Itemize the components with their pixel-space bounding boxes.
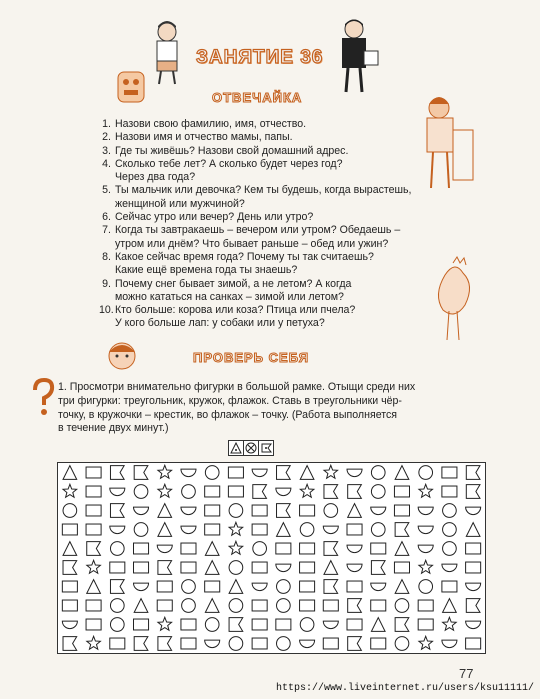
half-circle-figure[interactable] <box>252 583 267 591</box>
question-line <box>99 224 429 237</box>
question-line <box>99 264 429 277</box>
circle-figure[interactable] <box>395 637 409 651</box>
half-circle-figure[interactable] <box>205 640 220 648</box>
half-circle-figure[interactable] <box>466 583 481 591</box>
circle-figure[interactable] <box>110 618 124 632</box>
star-figure[interactable] <box>87 560 101 573</box>
circle-figure[interactable] <box>229 637 243 651</box>
square-figure[interactable] <box>228 486 243 497</box>
question-number: 9. <box>102 277 111 290</box>
circle-figure[interactable] <box>110 542 124 556</box>
square-figure[interactable] <box>252 505 267 516</box>
flag-figure[interactable] <box>466 485 480 499</box>
square-figure[interactable] <box>442 467 457 478</box>
star-figure[interactable] <box>158 617 172 630</box>
triangle-figure[interactable] <box>443 599 457 613</box>
half-circle-figure[interactable] <box>323 526 338 534</box>
square-figure[interactable] <box>205 524 220 535</box>
square-figure[interactable] <box>181 638 196 649</box>
task-instructions <box>58 381 498 436</box>
square-figure[interactable] <box>394 562 409 573</box>
circle-figure[interactable] <box>371 485 385 499</box>
flag-figure[interactable] <box>277 466 291 480</box>
circle-figure[interactable] <box>277 580 291 594</box>
square-figure[interactable] <box>394 486 409 497</box>
square-figure[interactable] <box>300 581 315 592</box>
question-text: женщиной или мужчиной? <box>115 197 245 210</box>
square-figure[interactable] <box>252 619 267 630</box>
star-figure[interactable] <box>229 541 243 554</box>
task-line: точку, в кружочки – крестик, во флажок – точку. (Работа выполняется <box>58 408 398 421</box>
triangle-dot-icon <box>229 441 244 455</box>
flag-figure[interactable] <box>348 485 362 499</box>
half-circle-figure[interactable] <box>323 621 338 629</box>
question-line <box>99 278 429 291</box>
triangle-figure[interactable] <box>371 618 385 632</box>
circle-figure[interactable] <box>253 542 267 556</box>
question-text: У кого больше лап: у собаки или у петуха? <box>115 317 325 330</box>
circle-figure[interactable] <box>205 466 219 480</box>
question-number <box>99 238 111 251</box>
question-number <box>99 291 111 304</box>
teacher-illustration <box>330 16 380 96</box>
task-line: в течение двух минут.) <box>58 422 169 435</box>
circle-figure[interactable] <box>443 542 457 556</box>
square-figure[interactable] <box>371 543 386 554</box>
triangle-figure[interactable] <box>324 561 338 575</box>
flag-figure[interactable] <box>324 485 338 499</box>
circle-figure[interactable] <box>300 618 314 632</box>
circle-figure[interactable] <box>324 504 338 518</box>
square-figure[interactable] <box>300 600 315 611</box>
question-line <box>99 198 429 211</box>
square-figure[interactable] <box>300 562 315 573</box>
triangle-figure[interactable] <box>63 466 77 480</box>
half-circle-figure[interactable] <box>442 564 457 572</box>
star-figure[interactable] <box>419 560 433 573</box>
square-figure[interactable] <box>418 619 433 630</box>
question-number: 6. <box>102 211 111 224</box>
square-figure[interactable] <box>157 600 172 611</box>
flag-figure[interactable] <box>110 504 124 518</box>
square-figure[interactable] <box>228 467 243 478</box>
question-text: Сейчас утро или вечер? День или утро? <box>115 211 314 224</box>
square-figure[interactable] <box>110 638 125 649</box>
circle-figure[interactable] <box>419 466 433 480</box>
square-figure[interactable] <box>442 581 457 592</box>
square-figure[interactable] <box>62 600 77 611</box>
question-line <box>99 131 429 144</box>
source-url: https://www.liveinternet.ru/users/ksu11111/ <box>276 683 535 694</box>
flag-figure[interactable] <box>63 637 77 651</box>
square-figure[interactable] <box>466 543 481 554</box>
question-number <box>99 198 111 211</box>
triangle-figure[interactable] <box>205 599 219 613</box>
half-circle-figure[interactable] <box>371 507 386 515</box>
triangle-figure[interactable] <box>134 599 148 613</box>
square-figure[interactable] <box>323 600 338 611</box>
half-circle-figure[interactable] <box>418 545 433 553</box>
square-figure[interactable] <box>276 619 291 630</box>
circle-figure[interactable] <box>63 504 77 518</box>
square-figure[interactable] <box>134 562 149 573</box>
square-figure[interactable] <box>442 486 457 497</box>
square-figure[interactable] <box>62 581 77 592</box>
square-figure[interactable] <box>371 638 386 649</box>
square-figure[interactable] <box>205 505 220 516</box>
triangle-figure[interactable] <box>63 542 77 556</box>
flag-figure[interactable] <box>324 542 338 556</box>
star-figure[interactable] <box>87 636 101 649</box>
half-circle-figure[interactable] <box>276 488 291 496</box>
question-number: 8. <box>102 250 111 263</box>
question-number: 5. <box>102 184 111 197</box>
square-figure[interactable] <box>86 467 101 478</box>
flag-figure[interactable] <box>110 466 124 480</box>
circle-figure[interactable] <box>371 466 385 480</box>
square-figure[interactable] <box>157 581 172 592</box>
question-text: Кто больше: корова или коза? Птица или пчела? <box>115 304 356 317</box>
circle-figure[interactable] <box>134 523 148 537</box>
star-figure[interactable] <box>63 484 77 497</box>
square-figure[interactable] <box>252 600 267 611</box>
circle-figure[interactable] <box>229 561 243 575</box>
star-figure[interactable] <box>324 465 338 478</box>
half-circle-figure[interactable] <box>110 526 125 534</box>
flag-figure[interactable] <box>63 561 77 575</box>
circle-figure[interactable] <box>205 618 219 632</box>
triangle-figure[interactable] <box>87 580 101 594</box>
star-figure[interactable] <box>419 636 433 649</box>
half-circle-figure[interactable] <box>466 621 481 629</box>
half-circle-figure[interactable] <box>442 640 457 648</box>
question-number: 2. <box>102 131 111 144</box>
flag-figure[interactable] <box>158 637 172 651</box>
half-circle-figure[interactable] <box>134 583 149 591</box>
question-text: можно кататься на санках – зимой или летом? <box>115 290 344 303</box>
square-figure[interactable] <box>466 562 481 573</box>
task-line: 1. Просмотри внимательно фигурки в большой рамке. Отыщи среди них <box>58 381 416 393</box>
question-text: Сколько тебе лет? А сколько будет через год? <box>115 157 343 170</box>
question-line <box>99 184 429 197</box>
square-figure[interactable] <box>466 638 481 649</box>
half-circle-figure[interactable] <box>347 469 362 477</box>
circle-figure[interactable] <box>419 580 433 594</box>
triangle-figure[interactable] <box>300 466 314 480</box>
question-line <box>99 171 429 184</box>
question-number: 10. <box>99 304 114 317</box>
flag-figure[interactable] <box>110 580 124 594</box>
circle-figure[interactable] <box>443 523 457 537</box>
page-number: 77 <box>459 666 474 681</box>
boy-illustration <box>145 18 190 88</box>
square-figure[interactable] <box>347 581 362 592</box>
question-number: 1. <box>102 118 111 130</box>
rooster-illustration <box>425 255 485 350</box>
square-figure[interactable] <box>205 486 220 497</box>
thinking-boy-illustration <box>100 336 145 381</box>
figures-grid[interactable] <box>57 462 486 654</box>
square-figure[interactable] <box>323 638 338 649</box>
square-figure[interactable] <box>394 505 409 516</box>
question-line <box>99 211 429 224</box>
question-number <box>99 264 111 277</box>
flag-figure[interactable] <box>348 599 362 613</box>
triangle-figure[interactable] <box>395 580 409 594</box>
half-circle-figure[interactable] <box>276 564 291 572</box>
triangle-figure[interactable] <box>395 542 409 556</box>
question-text: Какие ещё времена года ты знаешь? <box>115 264 298 277</box>
circle-figure[interactable] <box>110 599 124 613</box>
question-text: Где ты живёшь? Назови свой домашний адрес. <box>115 144 349 157</box>
question-text: утром или днём? Что бывает раньше – обед или ужин? <box>115 237 389 250</box>
triangle-figure[interactable] <box>158 504 172 518</box>
star-figure[interactable] <box>300 484 314 497</box>
triangle-figure[interactable] <box>205 542 219 556</box>
flag-figure[interactable] <box>158 561 172 575</box>
star-figure[interactable] <box>419 484 433 497</box>
question-number: 4. <box>102 157 111 170</box>
star-figure[interactable] <box>158 484 172 497</box>
question-text: Когда ты завтракаешь – вечером или утром? Обедаешь – <box>115 224 401 237</box>
robot-illustration <box>112 68 150 108</box>
star-figure[interactable] <box>158 465 172 478</box>
half-circle-figure[interactable] <box>181 526 196 534</box>
flag-figure[interactable] <box>395 523 409 537</box>
half-circle-figure[interactable] <box>157 545 172 553</box>
square-figure[interactable] <box>86 524 101 535</box>
flag-dot-icon <box>259 441 273 455</box>
square-figure[interactable] <box>300 543 315 554</box>
square-figure[interactable] <box>371 600 386 611</box>
flag-figure[interactable] <box>466 599 480 613</box>
question-line <box>99 291 429 304</box>
square-figure[interactable] <box>62 524 77 535</box>
square-figure[interactable] <box>181 562 196 573</box>
triangle-figure[interactable] <box>229 580 243 594</box>
circle-figure[interactable] <box>229 599 243 613</box>
flag-figure[interactable] <box>134 466 148 480</box>
question-text: Какое сейчас время года? Почему ты так считаешь? <box>115 250 374 263</box>
triangle-figure[interactable] <box>158 523 172 537</box>
circle-figure[interactable] <box>134 485 148 499</box>
square-figure[interactable] <box>276 543 291 554</box>
half-circle-figure[interactable] <box>418 507 433 515</box>
question-line <box>99 317 429 330</box>
flag-figure[interactable] <box>277 504 291 518</box>
half-circle-figure[interactable] <box>62 621 77 629</box>
question-number <box>99 317 111 330</box>
circle-figure[interactable] <box>395 599 409 613</box>
half-circle-figure[interactable] <box>110 488 125 496</box>
question-number <box>99 171 111 184</box>
flag-figure[interactable] <box>466 466 480 480</box>
circle-figure[interactable] <box>300 523 314 537</box>
question-number: 7. <box>102 224 111 237</box>
square-figure[interactable] <box>252 638 267 649</box>
question-text: Назови свою фамилию, имя, отчество. <box>115 118 307 130</box>
circle-figure[interactable] <box>182 599 196 613</box>
flag-figure[interactable] <box>87 542 101 556</box>
square-figure[interactable] <box>252 524 267 535</box>
half-circle-figure[interactable] <box>371 583 386 591</box>
star-figure[interactable] <box>229 522 243 535</box>
question-text: Ты мальчик или девочка? Кем ты будешь, когда вырастешь, <box>115 184 412 197</box>
square-figure[interactable] <box>347 619 362 630</box>
circle-figure[interactable] <box>371 523 385 537</box>
question-line <box>99 251 429 264</box>
lesson-title: ЗАНЯТИЕ 36 <box>196 47 324 68</box>
triangle-figure[interactable] <box>348 504 362 518</box>
flag-figure[interactable] <box>324 580 338 594</box>
flag-figure[interactable] <box>348 637 362 651</box>
question-mark-icon <box>30 378 56 418</box>
section-title-check-yourself: ПРОВЕРЬ СЕБЯ <box>193 350 310 365</box>
square-figure[interactable] <box>86 619 101 630</box>
half-circle-figure[interactable] <box>134 507 149 515</box>
circle-figure[interactable] <box>182 485 196 499</box>
square-figure[interactable] <box>86 505 101 516</box>
flag-figure[interactable] <box>229 618 243 632</box>
half-circle-figure[interactable] <box>466 507 481 515</box>
half-circle-figure[interactable] <box>252 469 267 477</box>
circle-figure[interactable] <box>277 599 291 613</box>
square-figure[interactable] <box>86 486 101 497</box>
flag-figure[interactable] <box>371 561 385 575</box>
question-line <box>99 158 429 171</box>
square-figure[interactable] <box>205 581 220 592</box>
question-line <box>99 145 429 158</box>
circle-figure[interactable] <box>277 637 291 651</box>
triangle-figure[interactable] <box>395 466 409 480</box>
triangle-figure[interactable] <box>205 561 219 575</box>
star-figure[interactable] <box>443 617 457 630</box>
question-number: 3. <box>102 144 111 157</box>
half-circle-figure[interactable] <box>300 640 315 648</box>
half-circle-figure[interactable] <box>181 469 196 477</box>
square-figure[interactable] <box>252 562 267 573</box>
half-circle-figure[interactable] <box>347 564 362 572</box>
flag-figure[interactable] <box>253 485 267 499</box>
circle-figure[interactable] <box>443 504 457 518</box>
flag-figure[interactable] <box>395 618 409 632</box>
square-figure[interactable] <box>347 524 362 535</box>
half-circle-figure[interactable] <box>181 507 196 515</box>
question-text: Через два года? <box>115 171 196 184</box>
square-figure[interactable] <box>86 600 101 611</box>
square-figure[interactable] <box>134 543 149 554</box>
question-line <box>99 238 429 251</box>
square-figure[interactable] <box>134 619 149 630</box>
question-text: Назови имя и отчество мамы, папы. <box>115 131 293 144</box>
triangle-figure[interactable] <box>466 523 480 537</box>
triangle-figure[interactable] <box>277 523 291 537</box>
task-line: три фигурки: треугольник, кружок, флажок. Ставь в треугольники чёр- <box>58 394 402 407</box>
square-figure[interactable] <box>181 619 196 630</box>
circle-figure[interactable] <box>229 504 243 518</box>
question-list <box>99 118 429 331</box>
half-circle-figure[interactable] <box>347 545 362 553</box>
question-line <box>99 118 429 131</box>
square-figure[interactable] <box>300 505 315 516</box>
square-figure[interactable] <box>181 543 196 554</box>
circle-figure[interactable] <box>182 580 196 594</box>
half-circle-figure[interactable] <box>418 526 433 534</box>
section-title-answers: ОТВЕЧАЙКА <box>212 90 303 105</box>
question-line <box>99 304 429 317</box>
target-figures-legend <box>228 440 274 456</box>
square-figure[interactable] <box>110 562 125 573</box>
flag-figure[interactable] <box>134 637 148 651</box>
circle-cross-icon <box>244 441 259 455</box>
question-text: Почему снег бывает зимой, а не летом? А когда <box>115 277 352 290</box>
square-figure[interactable] <box>418 600 433 611</box>
